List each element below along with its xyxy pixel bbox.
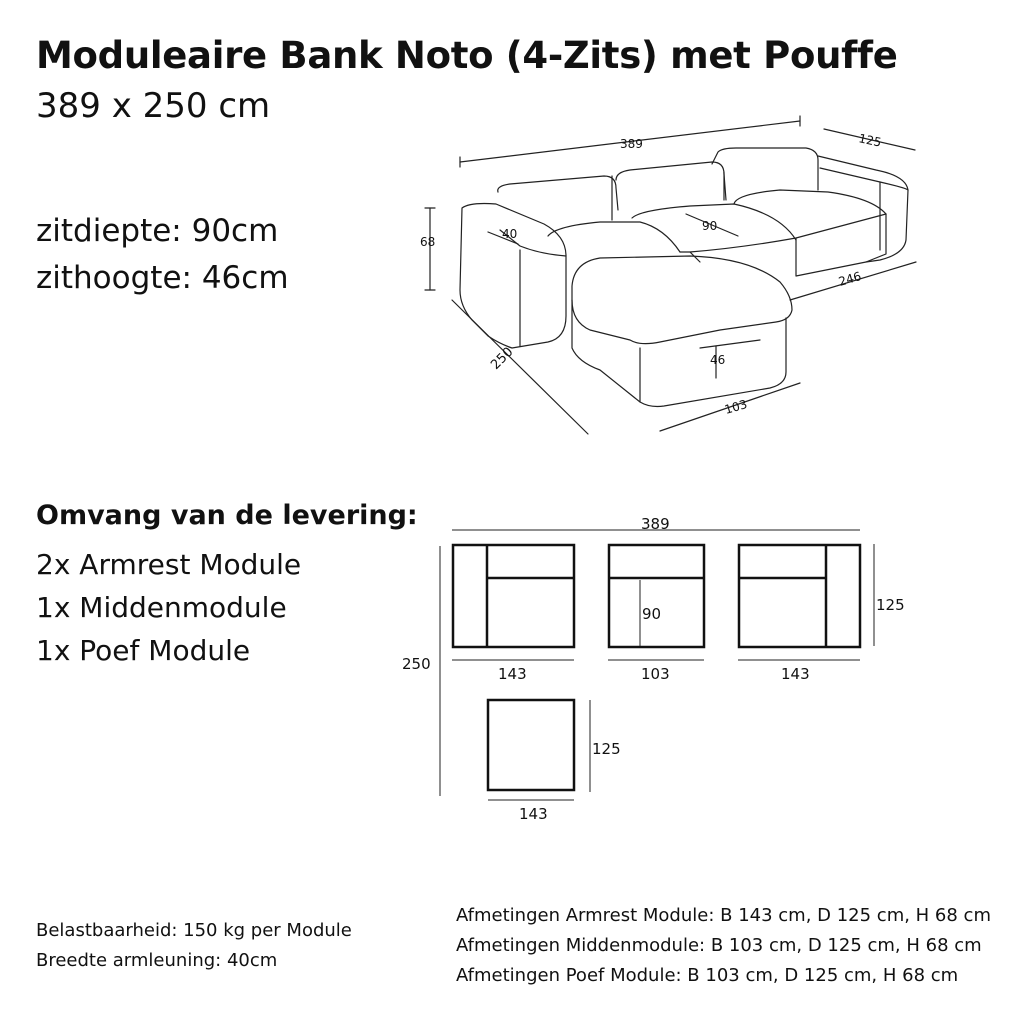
seat-height-spec: zithoogte: 46cm xyxy=(36,260,289,296)
plan-label-pouf-depth: 125 xyxy=(592,740,621,758)
dim-label-pouf-width: 103 xyxy=(722,397,749,417)
armrest-width-text: Breedte armleuning: 40cm xyxy=(36,950,278,971)
plan-module-armrest-right xyxy=(739,545,860,647)
plan-label-middle-width: 103 xyxy=(641,665,670,683)
plan-label-total-depth: 250 xyxy=(402,655,431,673)
page-title: Moduleaire Bank Noto (4-Zits) met Pouffe xyxy=(36,34,898,77)
pouf-dimensions-text: Afmetingen Poef Module: B 103 cm, D 125 cm, H 68 cm xyxy=(456,965,959,986)
delivery-heading: Omvang van de levering: xyxy=(36,500,418,531)
delivery-item: 1x Poef Module xyxy=(36,634,251,667)
plan-label-module-depth: 125 xyxy=(876,596,905,614)
armrest-dimensions-text: Afmetingen Armrest Module: B 143 cm, D 125 cm, H 68 cm xyxy=(456,905,991,926)
delivery-item: 1x Middenmodule xyxy=(36,591,287,624)
load-capacity-text: Belastbaarheid: 150 kg per Module xyxy=(36,920,352,941)
plan-module-armrest-left xyxy=(453,545,574,647)
dim-label-chaise: 246 xyxy=(836,269,863,289)
plan-label-arm-right-width: 143 xyxy=(781,665,810,683)
dim-label-total-depth: 250 xyxy=(488,344,517,373)
dim-label-height: 68 xyxy=(420,235,436,249)
plan-label-middle-seat: 90 xyxy=(642,605,662,623)
dim-label-seat-depth: 90 xyxy=(702,219,718,233)
plan-label-arm-left-width: 143 xyxy=(498,665,527,683)
plan-label-pouf-width: 143 xyxy=(519,805,548,823)
plan-label-total-width: 389 xyxy=(641,515,670,533)
dim-label-total-width: 389 xyxy=(620,137,643,151)
page-subtitle: 389 x 250 cm xyxy=(36,86,271,126)
middle-dimensions-text: Afmetingen Middenmodule: B 103 cm, D 125 cm, H 68 cm xyxy=(456,935,982,956)
dim-label-pouf-height: 46 xyxy=(710,353,726,367)
seat-depth-spec: zitdiepte: 90cm xyxy=(36,213,279,249)
dim-label-depth: 125 xyxy=(857,131,883,150)
dim-label-armrest: 40 xyxy=(502,227,518,241)
plan-module-pouf xyxy=(488,700,574,790)
delivery-item: 2x Armrest Module xyxy=(36,548,302,581)
plan-module-middle xyxy=(609,545,704,647)
